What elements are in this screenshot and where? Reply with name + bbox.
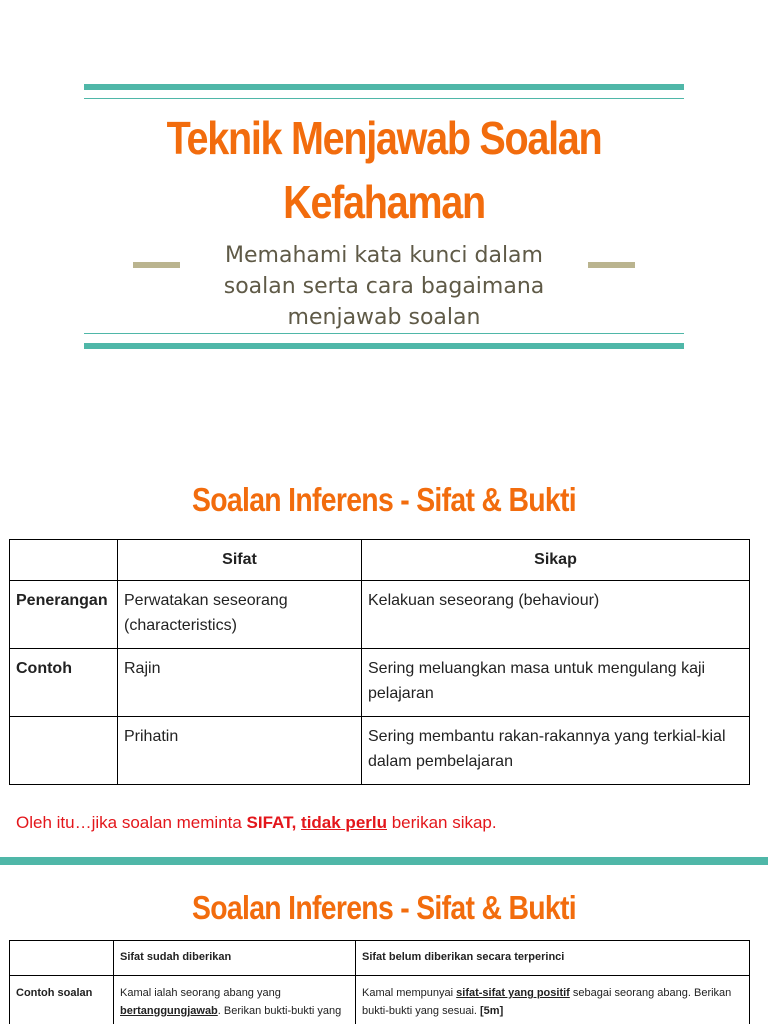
note-underline-tidak-perlu: tidak perlu: [301, 813, 387, 832]
table-row: [10, 976, 750, 1024]
contoh-soalan-table: [9, 940, 750, 1024]
table-row: [10, 649, 750, 717]
table-header-cell: [10, 540, 118, 581]
note-bold-sifat: SIFAT,: [246, 813, 297, 832]
table-header-cell: [10, 941, 114, 976]
bottom-thin-rule: [84, 333, 684, 334]
table-header-cell: Sifat: [118, 540, 362, 581]
table-cell: Kelakuan seseorang (behaviour): [362, 581, 750, 649]
slide-divider: [0, 857, 768, 865]
table-header-cell: Sifat belum diberikan secara terperinci: [356, 941, 750, 976]
table-row: [10, 717, 750, 785]
sifat-sikap-table: [9, 539, 750, 785]
table-cell: Kamal ialah seorang abang yang bertanggungjawab. Berikan bukti-bukti yang: [114, 976, 356, 1024]
table-cell: Sering membantu rakan-rakannya yang terkial-kial dalam pembelajaran: [362, 717, 750, 785]
row-label-cell: Contoh soalan: [10, 976, 114, 1024]
table-header-row: [10, 540, 750, 581]
table-cell: Kamal mempunyai sifat-sifat yang positif sebagai seorang abang. Berikan bukti-bukti yang sesuai. [5m]: [356, 976, 750, 1024]
top-thin-rule: [84, 98, 684, 99]
table-row: [10, 581, 750, 649]
table-cell: Perwatakan seseorang (characteristics): [118, 581, 362, 649]
bottom-thick-rule: [84, 343, 684, 349]
slide-subtitle: Memahami kata kunci dalam soalan serta cara bagaimana menjawab soalan: [223, 243, 545, 330]
right-dash-decoration: [588, 262, 635, 268]
section-title-inferens: Soalan Inferens - Sifat & Bukti: [192, 481, 576, 518]
table-header-cell: Sifat sudah diberikan: [114, 941, 356, 976]
note-text: Oleh itu…jika soalan meminta SIFAT, tidak perlu berikan sikap.: [16, 813, 497, 832]
table-header-row: [10, 941, 750, 976]
row-label-cell: Penerangan: [10, 581, 118, 649]
table-cell: Sering meluangkan masa untuk mengulang kaji pelajaran: [362, 649, 750, 717]
section-title-inferens-2: Soalan Inferens - Sifat & Bukti: [192, 889, 576, 926]
row-label-cell: Contoh: [10, 649, 118, 717]
slide-title: Teknik Menjawab Soalan Kefahaman: [166, 112, 602, 228]
row-label-cell: [10, 717, 118, 785]
table-header-cell: Sikap: [362, 540, 750, 581]
top-thick-rule: [84, 84, 684, 90]
left-dash-decoration: [133, 262, 180, 268]
table-cell: Rajin: [118, 649, 362, 717]
table-cell: Prihatin: [118, 717, 362, 785]
